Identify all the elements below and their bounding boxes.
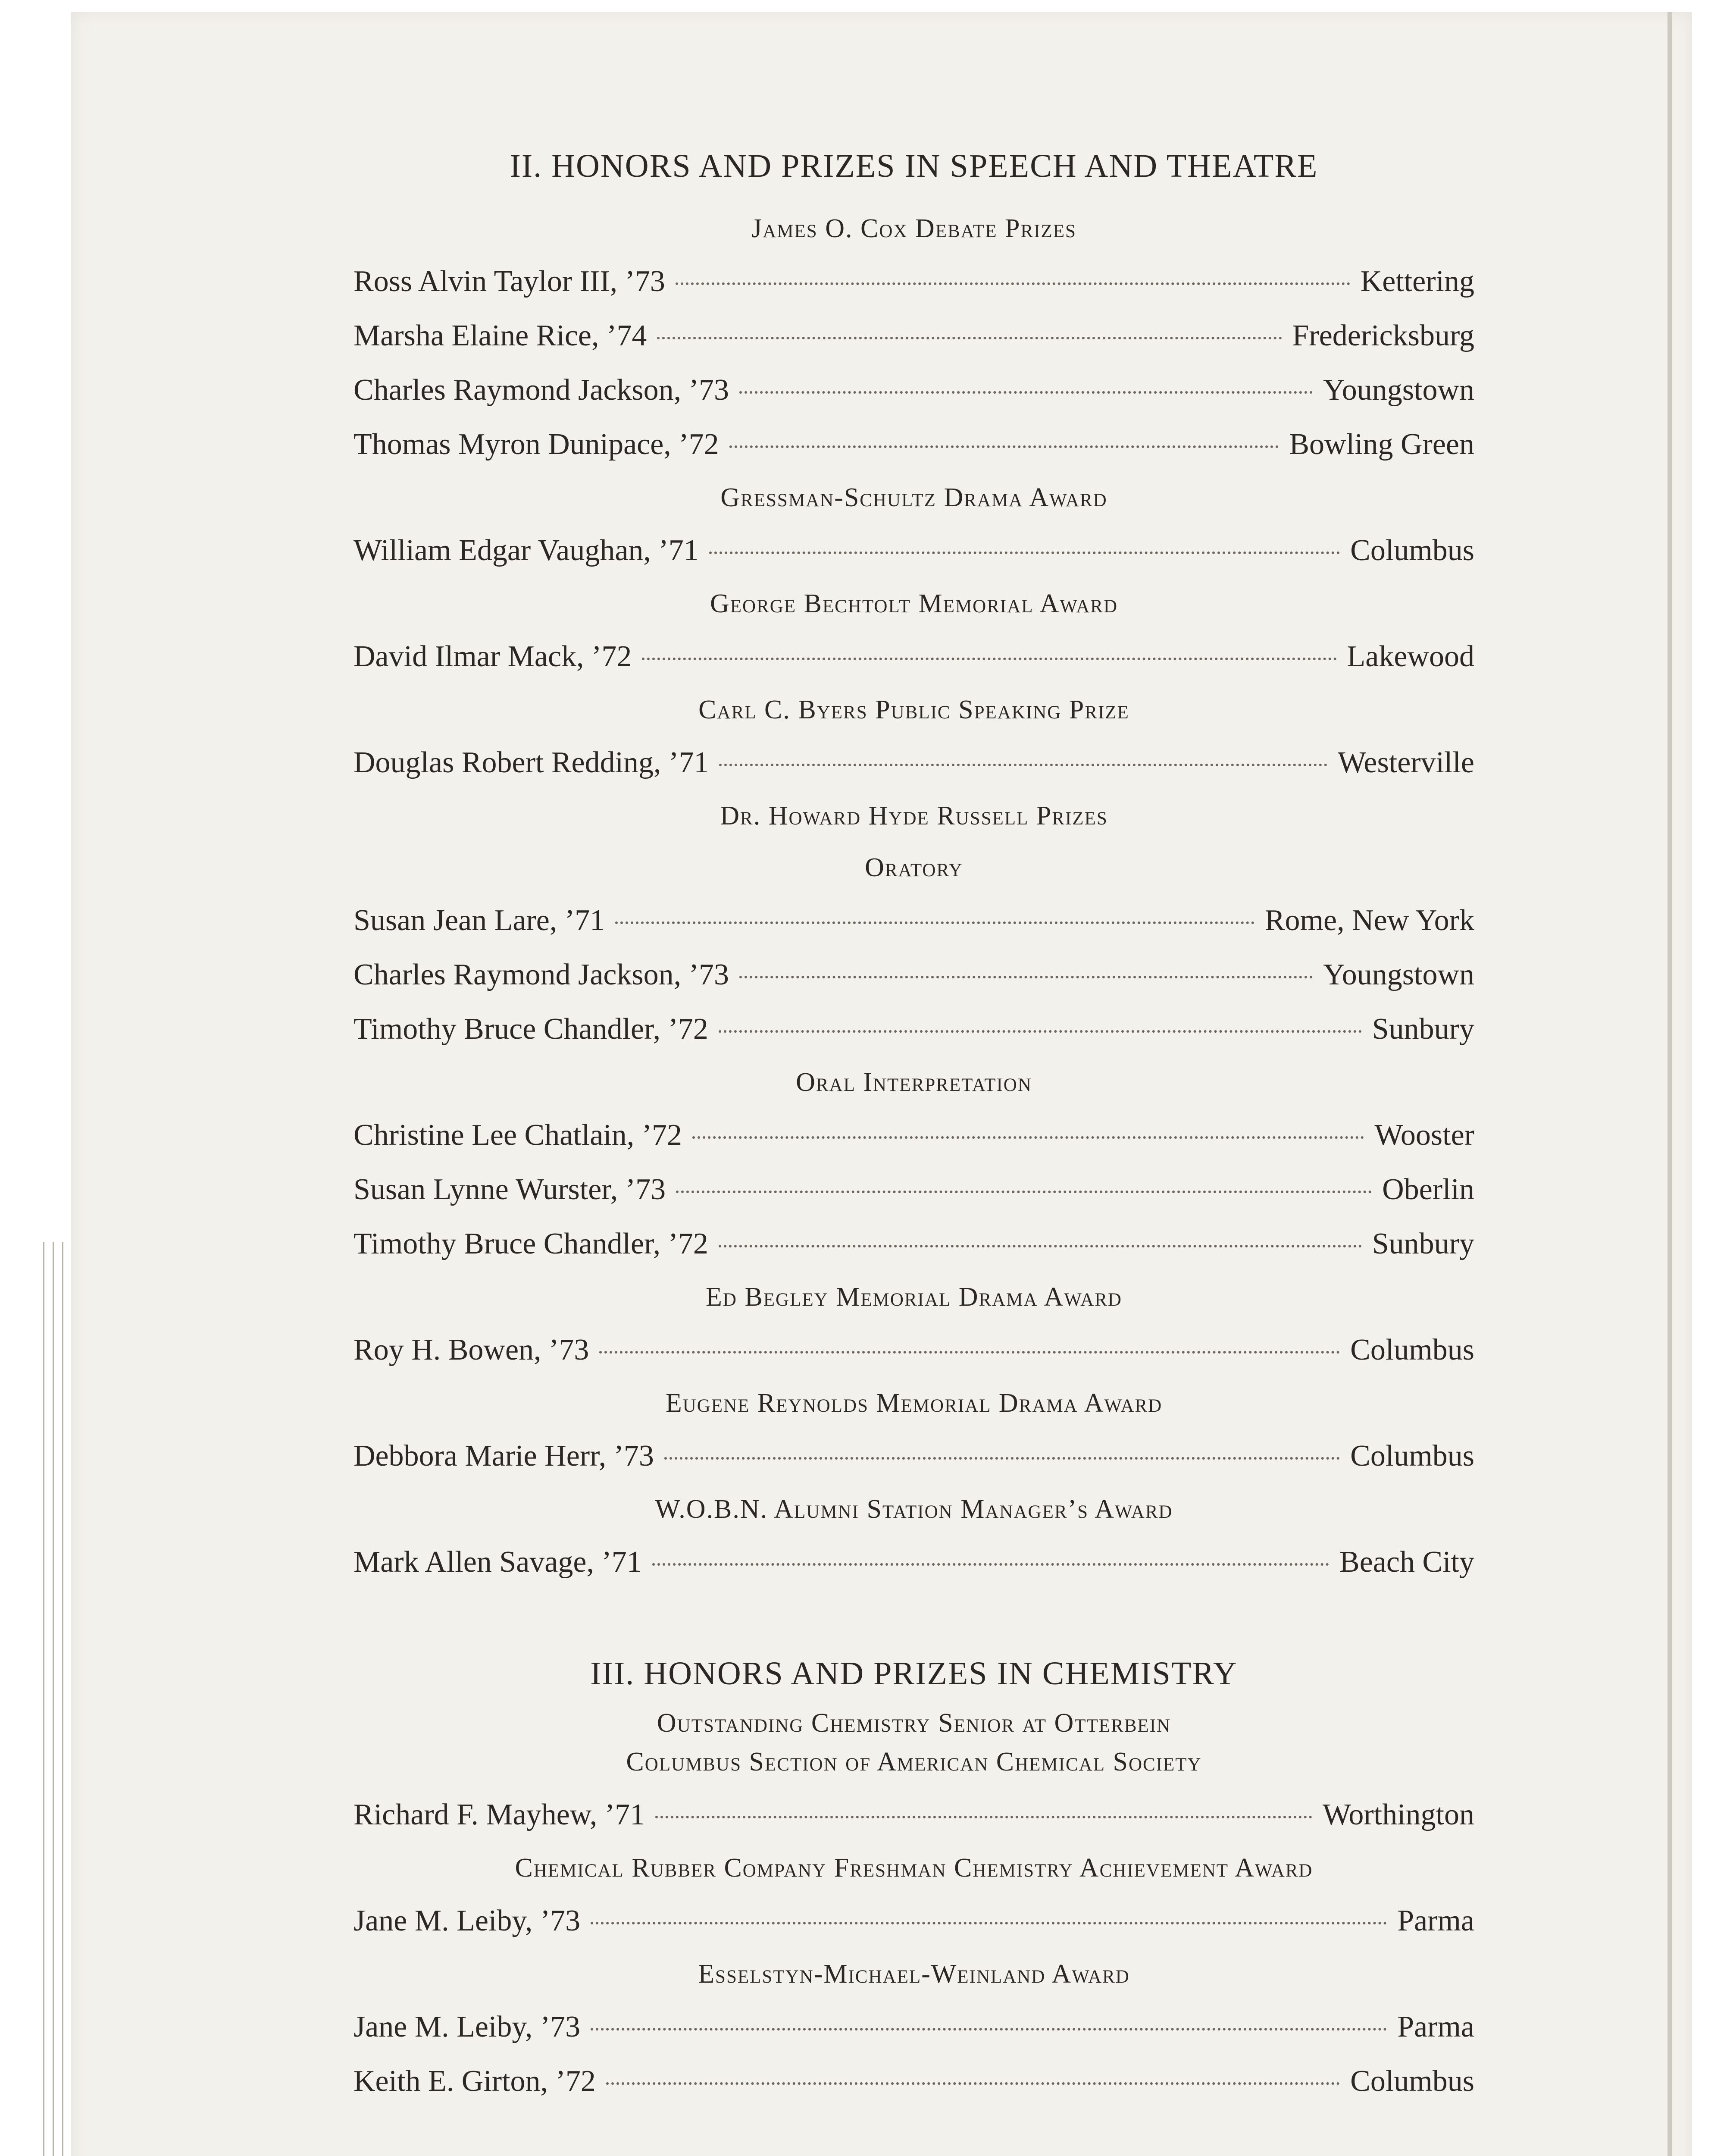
dot-leader: [719, 1245, 1362, 1247]
dot-leader: [652, 1563, 1329, 1566]
award-title: Carl C. Byers Public Speaking Prize: [698, 695, 1129, 724]
award-title: Gressman-Schultz Drama Award: [720, 483, 1107, 512]
dot-leader: [642, 658, 1336, 660]
section-heading: II. HONORS AND PRIZES IN SPEECH AND THEATRE: [510, 148, 1318, 184]
recipient-hometown: Kettering: [1360, 265, 1474, 298]
dot-leader: [591, 1922, 1387, 1924]
recipient-row: [354, 893, 1474, 948]
recipient-row: [354, 254, 1474, 309]
section-spacer: [354, 1589, 1474, 1650]
dot-leader: [676, 282, 1350, 285]
award-title: Dr. Howard Hyde Russell Prizes: [720, 801, 1108, 830]
recipient-name: Keith E. Girton, ’72: [354, 2065, 596, 2098]
recipient-row: [354, 1788, 1474, 1842]
recipient-hometown: Parma: [1397, 1904, 1474, 1937]
recipient-name: David Ilmar Mack, ’72: [354, 640, 632, 673]
recipient-name: Timothy Bruce Chandler, ’72: [354, 1012, 708, 1046]
dot-leader: [676, 1191, 1372, 1193]
recipient-name: Roy H. Bowen, ’73: [354, 1333, 589, 1366]
recipient-row: [354, 1108, 1474, 1163]
document-content: [354, 142, 1474, 2109]
recipient-hometown: Oberlin: [1382, 1173, 1474, 1206]
dot-leader: [692, 1136, 1364, 1139]
recipient-name: Debbora Marie Herr, ’73: [354, 1439, 654, 1473]
dot-leader: [739, 976, 1313, 978]
recipient-row: [354, 736, 1474, 790]
recipient-row: [354, 630, 1474, 684]
recipient-hometown: Columbus: [1350, 2065, 1474, 2098]
recipient-row: [354, 1535, 1474, 1589]
recipient-name: Susan Jean Lare, ’71: [354, 904, 605, 937]
section-heading: III. HONORS AND PRIZES IN CHEMISTRY: [590, 1655, 1238, 1692]
award-title: W.O.B.N. Alumni Station Manager’s Award: [655, 1495, 1173, 1524]
page-right-edge: [1667, 12, 1672, 2156]
heading-spacer: [354, 190, 1474, 203]
dot-leader: [599, 1351, 1340, 1354]
dot-leader: [615, 921, 1254, 924]
recipient-name: Charles Raymond Jackson, ’73: [354, 373, 729, 407]
recipient-row: [354, 1002, 1474, 1056]
recipient-hometown: Columbus: [1350, 534, 1474, 567]
dot-leader: [655, 1816, 1312, 1818]
recipient-hometown: Beach City: [1339, 1545, 1474, 1579]
recipient-hometown: Fredericksburg: [1292, 319, 1474, 352]
recipient-name: Christine Lee Chatlain, ’72: [354, 1119, 682, 1152]
recipient-hometown: Rome, New York: [1264, 904, 1474, 937]
award-title: Chemical Rubber Company Freshman Chemistry Achievement Award: [515, 1853, 1313, 1883]
recipient-name: Mark Allen Savage, ’71: [354, 1545, 642, 1579]
dot-leader: [719, 1030, 1362, 1033]
award-title: Outstanding Chemistry Senior at Otterbein: [657, 1708, 1171, 1738]
recipient-name: Jane M. Leiby, ’73: [354, 2010, 581, 2043]
recipient-name: William Edgar Vaughan, ’71: [354, 534, 699, 567]
award-title: James O. Cox Debate Prizes: [751, 214, 1076, 243]
recipient-row: [354, 1894, 1474, 1948]
recipient-hometown: Columbus: [1350, 1333, 1474, 1366]
recipient-hometown: Westerville: [1337, 746, 1474, 779]
award-title: Esselstyn-Michael-Weinland Award: [698, 1959, 1130, 1989]
award-subtitle: Columbus Section of American Chemical Society: [626, 1747, 1202, 1777]
recipient-name: Ross Alvin Taylor III, ’73: [354, 265, 665, 298]
recipient-name: Douglas Robert Redding, ’71: [354, 746, 709, 779]
recipient-row: [354, 948, 1474, 1002]
recipient-hometown: Youngstown: [1323, 373, 1474, 407]
recipient-row: [354, 1217, 1474, 1271]
recipient-name: Susan Lynne Wurster, ’73: [354, 1173, 666, 1206]
recipient-row: [354, 2054, 1474, 2109]
award-title: George Bechtolt Memorial Award: [710, 589, 1118, 618]
recipient-row: [354, 2000, 1474, 2054]
recipient-row: [354, 1429, 1474, 1483]
award-title: Oratory: [865, 853, 963, 882]
dot-leader: [591, 2028, 1387, 2031]
recipient-row: [354, 1323, 1474, 1377]
dot-leader: [657, 337, 1282, 339]
recipient-hometown: Lakewood: [1347, 640, 1474, 673]
dot-leader: [719, 764, 1327, 766]
recipient-hometown: Sunbury: [1372, 1012, 1474, 1046]
recipient-name: Jane M. Leiby, ’73: [354, 1904, 581, 1937]
recipient-hometown: Youngstown: [1323, 958, 1474, 991]
award-title: Eugene Reynolds Memorial Drama Award: [665, 1388, 1163, 1418]
recipient-row: [354, 417, 1474, 472]
recipient-row: [354, 1163, 1474, 1217]
recipient-hometown: Worthington: [1322, 1798, 1474, 1831]
dot-leader: [739, 391, 1313, 394]
dot-leader: [664, 1457, 1340, 1460]
recipient-row: [354, 363, 1474, 417]
recipient-row: [354, 309, 1474, 363]
recipient-hometown: Parma: [1397, 2010, 1474, 2043]
recipient-hometown: Columbus: [1350, 1439, 1474, 1473]
recipient-name: Richard F. Mayhew, ’71: [354, 1798, 645, 1831]
recipient-name: Thomas Myron Dunipace, ’72: [354, 428, 719, 461]
dot-leader: [729, 445, 1279, 448]
recipient-row: [354, 523, 1474, 578]
recipient-hometown: Sunbury: [1372, 1227, 1474, 1260]
recipient-hometown: Wooster: [1374, 1119, 1474, 1152]
dot-leader: [709, 552, 1340, 554]
recipient-name: Charles Raymond Jackson, ’73: [354, 958, 729, 991]
award-title: Ed Begley Memorial Drama Award: [706, 1282, 1122, 1312]
dot-leader: [606, 2082, 1340, 2085]
award-title: Oral Interpretation: [796, 1068, 1032, 1097]
recipient-name: Timothy Bruce Chandler, ’72: [354, 1227, 708, 1260]
recipient-hometown: Bowling Green: [1289, 428, 1474, 461]
recipient-name: Marsha Elaine Rice, ’74: [354, 319, 647, 352]
